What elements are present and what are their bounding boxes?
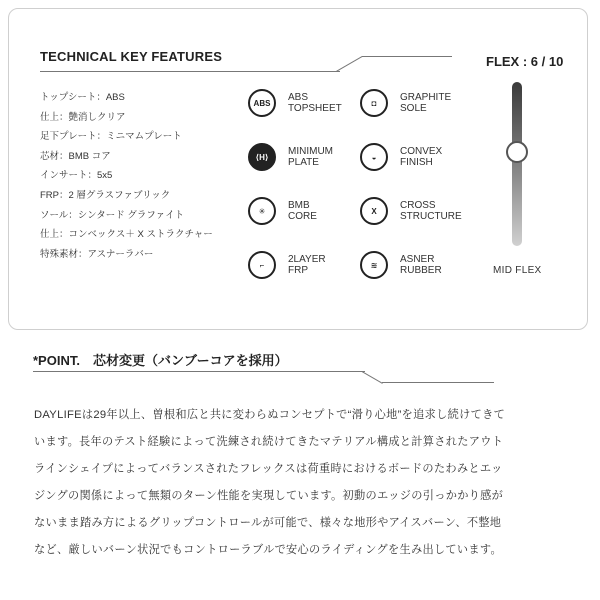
feature-label <box>400 146 442 168</box>
feature-label-line1: ABS <box>288 92 309 103</box>
cross-structure-icon: X <box>360 197 388 225</box>
feature-label-line1: CROSS <box>400 200 436 211</box>
minimum-plate-icon: ⟨H⟩ <box>248 143 276 171</box>
graphite-icon: ◘ <box>360 89 388 117</box>
features-title-rule <box>40 71 340 72</box>
feature-graphite-sole <box>360 89 451 117</box>
feature-label-line1: ASNER <box>400 254 435 265</box>
point-title-rule-tail <box>382 382 494 383</box>
spec-item: FRP：2 層グラスファブリック <box>40 189 171 201</box>
flex-gauge-track <box>512 82 522 246</box>
flex-label: MID FLEX <box>493 265 542 276</box>
feature-label-line1: GRAPHITE <box>400 92 452 103</box>
feature-label-line1: MINIMUM <box>288 146 333 157</box>
flex-gauge-knob <box>506 141 528 163</box>
feature-label-line2: STRUCTURE <box>400 211 462 222</box>
feature-label-line2: TOPSHEET <box>288 103 342 114</box>
feature-label-line1: 2LAYER <box>288 254 326 265</box>
spec-item: 足下プレート：ミニマムプレート <box>40 131 182 143</box>
features-title-rule-tail <box>362 56 452 57</box>
feature-label-line2: SOLE <box>400 103 427 114</box>
feature-asner-rubber <box>360 251 442 279</box>
convex-finish-icon: ◒ <box>360 143 388 171</box>
feature-label-line2: FINISH <box>400 157 433 168</box>
point-title: *POINT. 芯材変更（バンブーコアを採用） <box>33 353 288 368</box>
point-title-rule <box>33 371 365 372</box>
2layer-frp-icon: ⌐ <box>248 251 276 279</box>
feature-label <box>400 254 442 276</box>
feature-abs-topsheet <box>248 89 342 117</box>
feature-label-line1: CONVEX <box>400 146 443 157</box>
feature-label-line2: CORE <box>288 211 317 222</box>
feature-label <box>288 200 317 222</box>
feature-label-line1: BMB <box>288 200 310 211</box>
point-body: DAYLIFEは29年以上、曽根和広と共に変わらぬコンセプトで“滑り心地”を追求し続けてきています。長年のテスト経験によって洗練され続けてきたマテリアル構成と計算されたアウトラインシェイプによってバランスされたフレックスは荷重時におけるボードのたわみとエッジングの関係によって無類のターン性能を実現しています。初動のエッジの引っかかり感がないまま踏み方によるグリップコントロールが可能で、様々な地形やアイスバーン、不整地など、厳しいバーン状況でもコントローラブルで安心のライディングを生み出しています。 <box>34 409 506 556</box>
feature-label <box>288 92 342 114</box>
feature-label <box>288 146 333 168</box>
asner-rubber-icon: ≋ <box>360 251 388 279</box>
spec-item: 仕上：コンベックス＋ X ストラクチャー <box>40 229 213 241</box>
feature-minimum-plate <box>248 143 333 171</box>
flex-rating: FLEX : 6 / 10 <box>486 54 564 69</box>
feature-label <box>400 92 451 114</box>
spec-item: インサート：5x5 <box>40 170 113 182</box>
feature-label <box>288 254 326 276</box>
abs-icon: ABS <box>248 89 276 117</box>
spec-item: 仕上：艶消しクリア <box>40 111 126 123</box>
features-title: TECHNICAL KEY FEATURES <box>40 49 223 64</box>
spec-item: 芯材：BMB コア <box>40 150 111 162</box>
feature-2layer-frp <box>248 251 326 279</box>
spec-item: トップシート：ABS <box>40 92 125 103</box>
feature-convex-finish <box>360 143 442 171</box>
spec-item: ソール：シンタード グラファイト <box>40 209 185 221</box>
feature-label-line2: RUBBER <box>400 265 442 276</box>
feature-label-line2: PLATE <box>288 157 319 168</box>
bmb-core-icon: ✳ <box>248 197 276 225</box>
feature-label <box>400 200 462 222</box>
point-title-rule-diagonal <box>362 371 383 384</box>
feature-cross-structure <box>360 197 462 225</box>
spec-item: 特殊素材：アスナーラバー <box>40 248 154 260</box>
feature-label-line2: FRP <box>288 265 308 276</box>
feature-bmb-core <box>248 197 317 225</box>
spec-list <box>40 88 213 264</box>
